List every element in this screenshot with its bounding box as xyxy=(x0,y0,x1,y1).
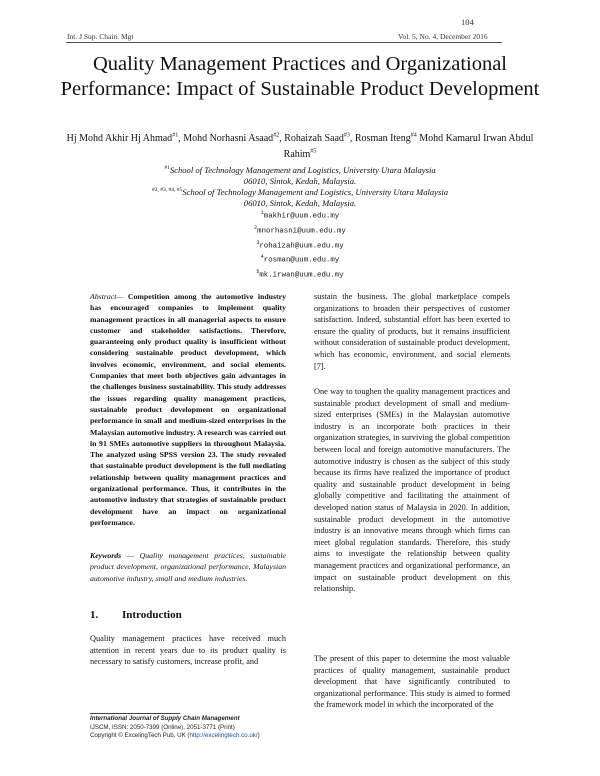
author: Mohd Norhasni Asaad$^{\#2}$, xyxy=(183,133,285,145)
header-rule xyxy=(66,42,502,43)
body-paragraph: The present of this paper to determine the most valuable practices of quality management, sustainable product development that have significantly contributed to organizational performance. This study is aimed to formed the framework model in which the incorporated of the xyxy=(314,654,510,710)
author: Mohd Kamarul Irwan Abdul Rahim$^{\#5}$ xyxy=(283,133,534,161)
running-header-journal: Int. J Sup. Chain. Mgt xyxy=(67,32,134,41)
footnote-copyright: Copyright © ExcelingTech Pub, UK (http://excelingtech.co.uk/) xyxy=(90,732,260,739)
author-list xyxy=(50,130,550,162)
author: Hj Mohd Akhir Hj Ahmad$^{\#1}$, xyxy=(66,133,184,145)
abstract: Abstract— Competition among the automotive industry has encouraged companies to implement quality management practices in all managerial aspects to ensure customer and stakeholder satisfactions. Therefore, guaranteeing only product quality is insufficient without considering sustainable product development, which involves economic, environment, and social elements. Companies that meet both objectives gain advantages in the challenges business sustainability. This study addresses the issues regarding quality management practices, sustainable product development on organizational performance in small and medium-sized enterprises in the Malaysian automotive industry. A research was carried out in 91 SMEs automotive suppliers in throughout Malaysia. The analyzed using SPSS version 23. The study revealed that sustainable product development is the full mediating relationship between quality management practices and organizational performance. Thus, it contributes in the automotive industry that strategies of sustainable product development have an impact on organizational performance. xyxy=(90,292,286,527)
paper-title: Quality Management Practices and Organizational Performance: Impact of Sustainable Product Development xyxy=(60,53,540,100)
email[interactable]: $^4$rosman@uum.edu.my xyxy=(260,254,340,265)
section-title: Introduction xyxy=(122,609,182,621)
keywords: Keywords — Quality management practices, sustainable product development, organizational performance, Malaysian automotive industry, small and medium industries. xyxy=(90,551,286,583)
running-header-volume: Vol. 5, No. 4, December 2016 xyxy=(398,32,488,41)
body-paragraph: sustain the business. The global marketplace compels organizations to broaden their perspectives of customer satisfaction. Indeed, substantial effort has been exerted to ensure the quality of products, but it remains insufficient without consideration of sustainable product development, which has economic, environment, and social elements [7]. xyxy=(314,292,510,371)
footnote xyxy=(90,715,310,741)
section-heading xyxy=(90,609,182,621)
intro-paragraph: Quality management practices have received much attention in recent years due to its product quality is necessary to satisfy customers, increase profit, and xyxy=(90,634,286,667)
email-list xyxy=(150,208,450,282)
email[interactable]: $^1$makhir@uum.edu.my xyxy=(260,210,340,221)
keywords-text: Quality management practices, sustainable product development, organizational performance, Malaysian automotive industry, small and medium industries. xyxy=(90,551,286,583)
author: Rohaizah Saad$^{\#3}$, xyxy=(284,133,355,145)
footnote-journal: International Journal of Supply Chain Management xyxy=(90,715,240,722)
footnote-rule xyxy=(90,713,180,714)
email[interactable]: $^3$rohaizah@uum.edu.my xyxy=(256,239,344,250)
abstract-text: Competition among the automotive industry has encouraged companies to implement quality management practices in all managerial aspects to ensure customer and stakeholder satisfactions. Therefore, guaranteeing only product quality is insufficient without considering sustainable product development, which involves economic, environment, and social elements. Companies that meet both objectives gain advantages in the challenges business sustainability. This study addresses the issues regarding quality management practices, sustainable product development on organizational performance in small and medium-sized enterprises in the Malaysian automotive industry. A research was carried out in 91 SMEs automotive suppliers in throughout Malaysia. The analyzed using SPSS version 23. The study revealed that sustainable product development is the full mediating relationship between quality management practices and organizational performance. Thus, it contributes in the automotive industry that strategies of sustainable product development have an impact on organizational performance. xyxy=(90,292,286,527)
author: Rosman Iteng$^{\#4}$ xyxy=(354,133,417,145)
publisher-link[interactable]: http://excelingtech.co.uk/ xyxy=(189,732,258,739)
footnote-issn: IJSCM, ISSN: 2050-7399 (Online), 2051-3771 (Print) xyxy=(90,723,235,731)
email[interactable]: $^2$mnorhasni@uum.edu.my xyxy=(254,224,346,236)
page-number: 104 xyxy=(461,17,474,27)
keywords-label: Keywords xyxy=(90,551,122,560)
affiliation-1: $^{\#1}$School of Technology Management and Logistics, University Utara Malaysia 06010, Sintok, Kedah, Malaysia. xyxy=(164,164,436,187)
abstract-label: Abstract xyxy=(90,292,117,301)
body-paragraph: One way to toughen the quality management practices and sustainable product development of small and medium-sized enterprises (SMEs) in the Malaysian automotive industry is an incorporate both practices in their organization strategies, in surviving the global competition between local and foreign automotive manufacturers. The automotive industry is chosen as the subject of this study because its firms have realized the importance of product quality and sustainable product development in being globally competitive and facilitating the attainment of developed nation status of Malaysia in 2020. In addition, sustainable product development in the automotive industry is an innovative means through which firms can meet global regulation standards. Therefore, this study aims to investigate the relationship between quality management practices and organizational performance, an impact on sustainable product development on this relationship. xyxy=(314,387,510,594)
email[interactable]: $^5$mk.irwan@uum.edu.my xyxy=(256,269,344,280)
section-number: 1. xyxy=(90,609,99,621)
affiliation-2: $^{\#2, \#3, \#4, \#5}$School of Technology Management and Logistics, University Utara Malaysia 06010, Sintok, Kedah, Malaysia. xyxy=(151,186,449,209)
